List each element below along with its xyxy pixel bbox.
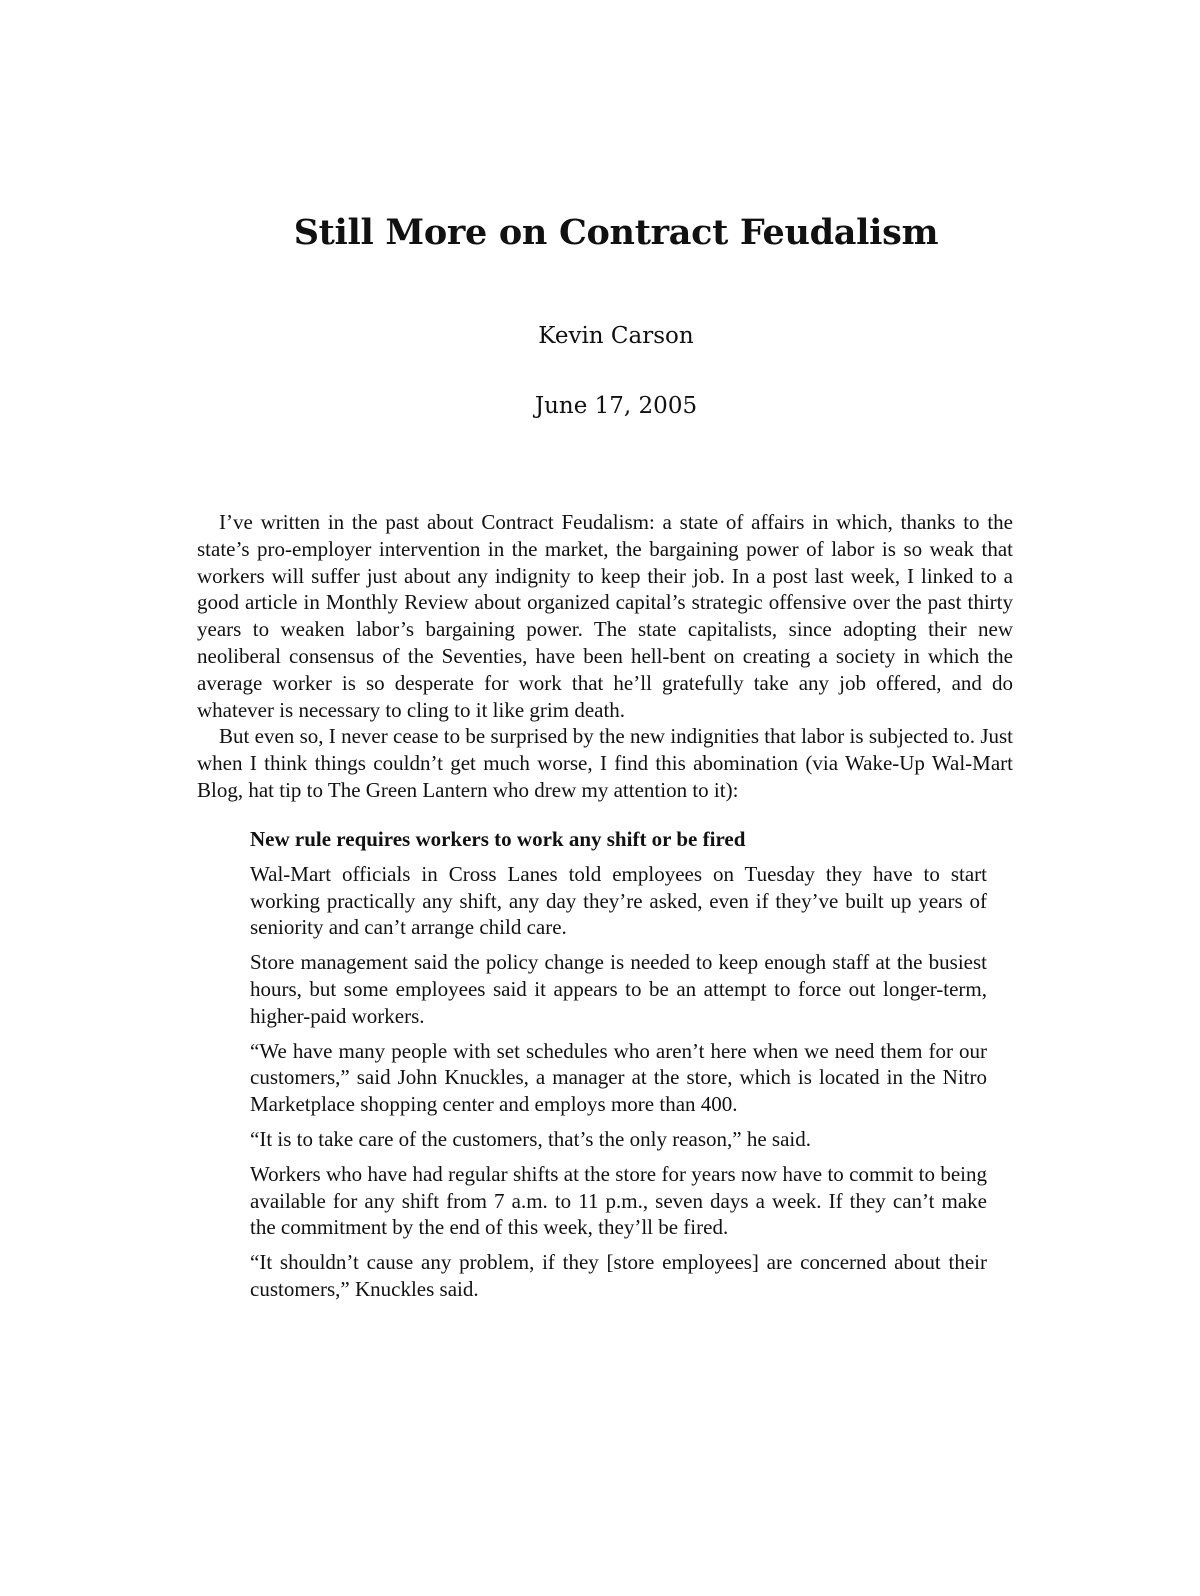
body-text <box>197 509 1013 804</box>
quote-paragraph: Workers who have had regular shifts at the store for years now have to commit to being available for any shift from 7 a.m. to 11 p.m., seven days a week. If they can’t make the commitment by the end of this week, they’ll be fired. <box>250 1161 987 1240</box>
quote-paragraph: Wal-Mart officials in Cross Lanes told employees on Tuesday they have to start working practically any shift, any day they’re asked, even if they’ve built up years of seniority and can’t arrange child care. <box>250 861 987 940</box>
quote-paragraph: Store management said the policy change is needed to keep enough staff at the busiest hours, but some employees said it appears to be an attempt to force out longer-term, higher-paid workers. <box>250 950 987 1028</box>
body-paragraph: I’ve written in the past about Contract Feudalism: a state of affairs in which, thanks to the state’s pro-employer intervention in the market, the bargaining power of labor is so weak that workers will suffer just about any indignity to keep their job. In a post last week, I linked to a good article in Monthly Review about organized capital’s strategic offensive over the past thirty years to weaken labor’s bargaining power. The state capitalists, since adopting their new neoliberal consensus of the Seventies, have been hell-bent on creating a society in which the average worker is so desperate for work that he’ll gratefully take any job offered, and do whatever is necessary to cling to it like grim death. <box>197 510 1013 722</box>
body-paragraph: But even so, I never cease to be surprised by the new indignities that labor is subjected to. Just when I think things couldn’t get much worse, I find this abomination (via Wake-Up Wal-Mart Blog, hat tip to The Green Lantern who drew my attention to it): <box>197 724 1013 802</box>
document-author: Kevin Carson <box>538 323 694 349</box>
document-date: June 17, 2005 <box>534 393 698 419</box>
document-title: Still More on Contract Feudalism <box>293 212 939 253</box>
quote-paragraph: “It is to take care of the customers, that’s the only reason,” he said. <box>250 1126 811 1151</box>
quote-heading: New rule requires workers to work any shift or be fired <box>250 827 746 851</box>
quote-paragraph: “It shouldn’t cause any problem, if they [store employees] are concerned about their customers,” Knuckles said. <box>250 1250 987 1301</box>
block-quote <box>250 826 987 1311</box>
quote-paragraph: “We have many people with set schedules who aren’t here when we need them for our customers,” said John Knuckles, a manager at the store, which is located in the Nitro Marketplace shopping center and employs more than 400. <box>250 1038 987 1117</box>
